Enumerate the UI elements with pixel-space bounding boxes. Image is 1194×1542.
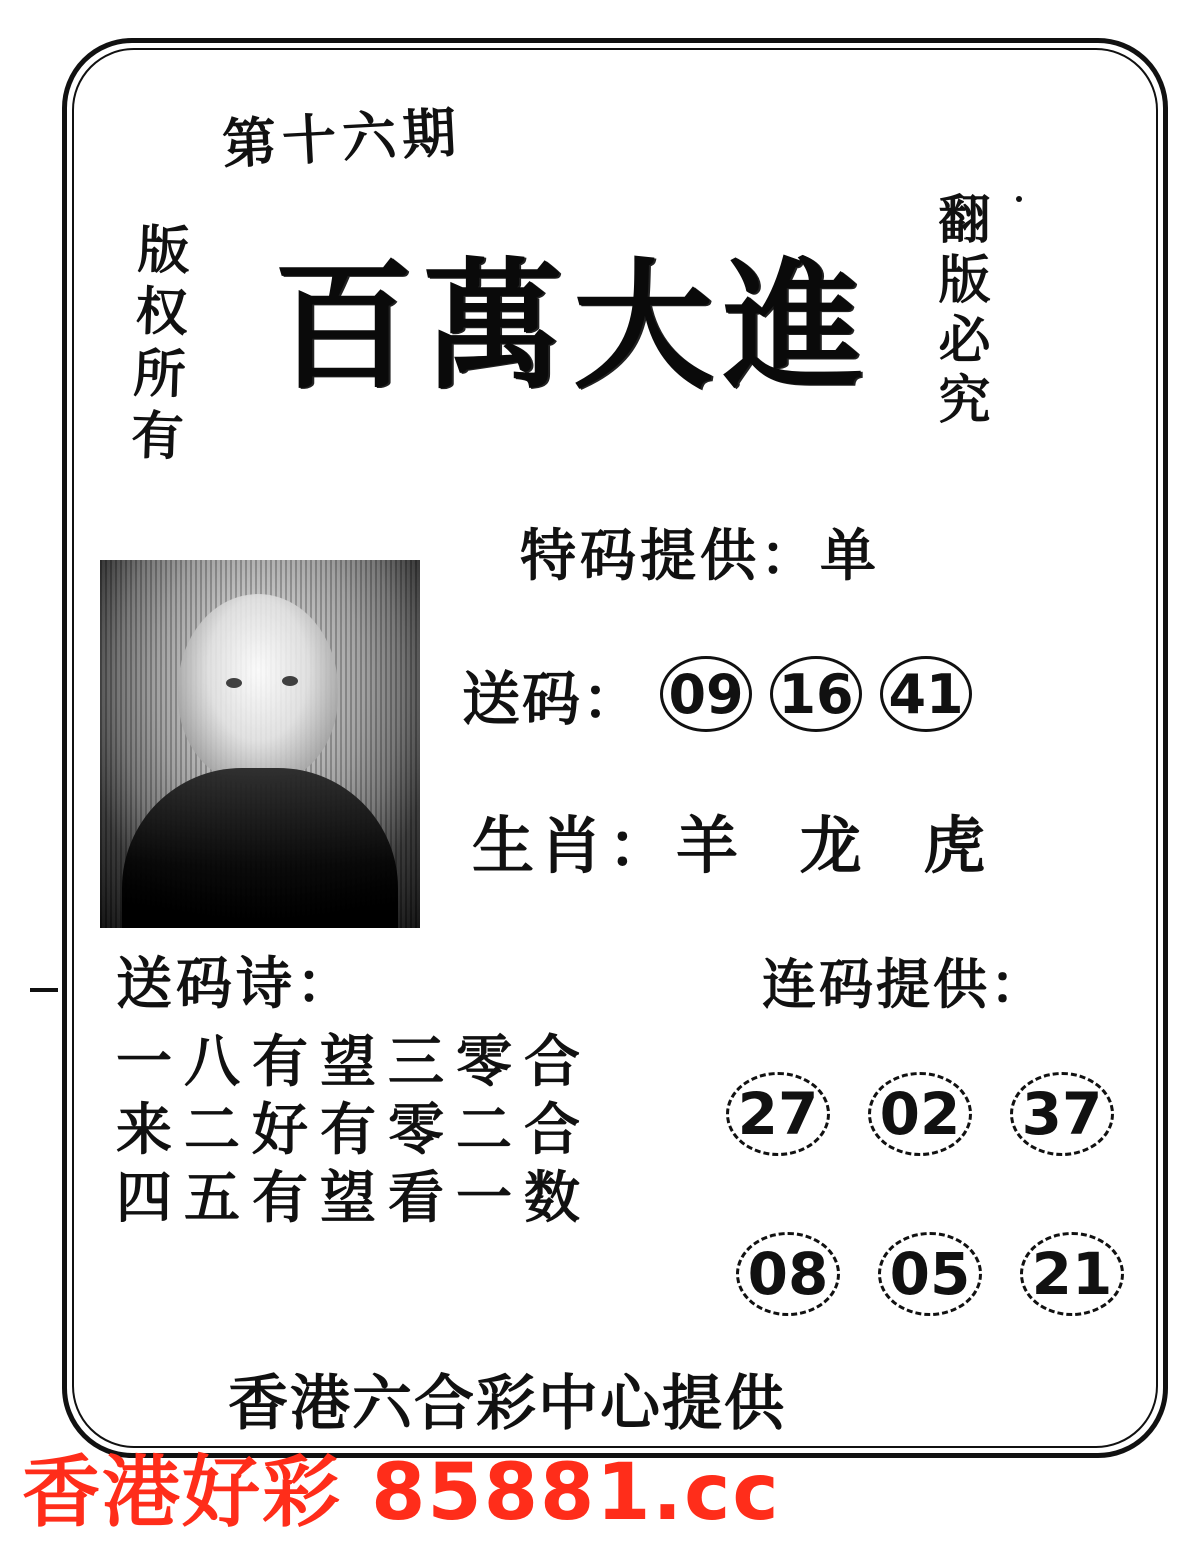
send-code-ball-2: 16: [770, 656, 862, 732]
zodiac-row: [472, 796, 1005, 885]
send-code-ball-3: 41: [880, 656, 972, 732]
poem-line-3: 四五有望看一数: [116, 1165, 592, 1231]
source-line: 香港六合彩中心提供: [228, 1369, 786, 1439]
zodiac-values: 羊 龙 虎: [676, 809, 1006, 882]
lianma-ball-2: 02: [868, 1072, 972, 1156]
lianma-row-1: [726, 1072, 1114, 1156]
lianma-ball-5: 05: [878, 1232, 982, 1316]
stray-mark-top-right: [1016, 196, 1022, 202]
lianma-row-2: [736, 1232, 1124, 1316]
portrait-eye-left: [226, 678, 242, 688]
stray-mark-left: [30, 988, 58, 992]
portrait-body: [122, 768, 398, 928]
lianma-ball-6: 21: [1020, 1232, 1124, 1316]
poem-block: [116, 940, 592, 1232]
poem-title: 送码诗：: [116, 951, 356, 1017]
site-watermark: 香港好彩 85881.cc: [22, 1448, 781, 1538]
send-code-label: 送码：: [462, 665, 643, 733]
send-code-ball-1: 09: [660, 656, 752, 732]
lianma-ball-4: 08: [736, 1232, 840, 1316]
portrait-head: [178, 594, 338, 784]
page-title: 百萬大進: [272, 245, 873, 409]
copyright-right-text: 翻版必究: [929, 192, 990, 432]
portrait-eye-right: [282, 676, 298, 686]
portrait-photo: [100, 560, 420, 928]
lianma-ball-1: 27: [726, 1072, 830, 1156]
issue-number: 第十六期: [220, 99, 464, 177]
poem-line-2: 来二好有零二合: [116, 1097, 592, 1163]
copyright-left-text: 版权所有: [120, 221, 191, 471]
poem-line-1: 一八有望三零合: [116, 1029, 592, 1095]
special-code-supply: 特码提供：单: [520, 523, 880, 589]
send-code-row: [462, 652, 972, 736]
lianma-ball-3: 37: [1010, 1072, 1114, 1156]
lianma-title: 连码提供：: [762, 952, 1047, 1016]
zodiac-label: 生肖：: [472, 809, 677, 882]
